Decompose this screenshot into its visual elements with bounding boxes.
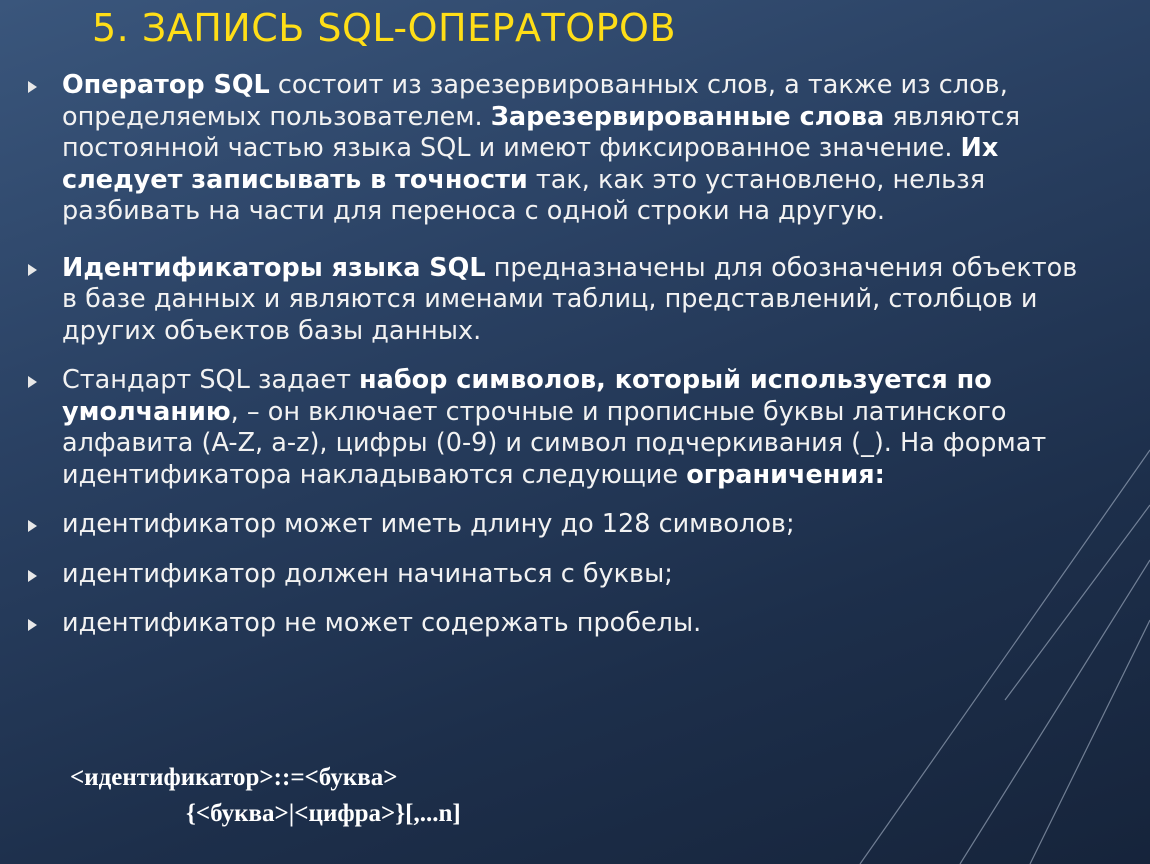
bullet-text: предназначены для обозначения объектов в базе данных и являются именами таблиц, представлений, столбцов и других объектов базы данных. <box>62 252 1078 346</box>
bullet-item <box>28 509 1088 541</box>
bullet-item <box>28 608 1088 640</box>
bullet-triangle-icon <box>28 81 37 93</box>
bullet-text: идентификатор должен начинаться с буквы; <box>62 558 673 589</box>
bold-term: Оператор SQL <box>62 70 270 100</box>
bullet-text: , – он включает строчные и прописные буквы латинского алфавита (A-Z, a-z), цифры (0-9) и символ подчеркивания (_). На формат идентификатора накладываются следующие <box>62 396 1047 490</box>
bnf-line-1: <идентификатор>::=<буква> <box>70 764 398 791</box>
bullet-text: Стандарт SQL задает <box>62 365 360 395</box>
bullet-text: так, как это установлено, нельзя разбивать на части для переноса с одной строки на другую. <box>62 164 986 226</box>
bullet-text: состоит из зарезервированных слов, а также из слов, определяемых пользователем. <box>62 70 1008 132</box>
bullet-text: идентификатор не может содержать пробелы. <box>62 608 702 638</box>
bullet-triangle-icon <box>28 264 37 276</box>
bold-term: Зарезервированные слова <box>490 101 885 132</box>
bullet-triangle-icon <box>28 376 37 388</box>
bold-term: ограничения: <box>686 459 885 490</box>
bullet-item <box>28 365 1088 491</box>
bullet-item <box>28 70 1088 228</box>
bullet-list <box>28 70 1088 640</box>
bullet-text: являются постоянной частью языка SQL и имеют фиксированное значение. <box>62 101 1021 163</box>
bullet-text: идентификатор может иметь длину до 128 символов; <box>62 509 795 539</box>
bullet-item <box>28 559 1088 591</box>
bnf-line-2: {<буква>|<цифра>}[,...n] <box>186 800 461 827</box>
bullet-triangle-icon <box>28 570 37 582</box>
bold-term: Идентификаторы языка SQL <box>62 252 486 283</box>
bnf-definition <box>70 760 461 832</box>
bullet-item <box>28 253 1088 348</box>
bold-term: Их следует записывать в точности <box>62 133 999 195</box>
slide-title: 5. ЗАПИСЬ SQL-ОПЕРАТОРОВ <box>92 6 677 50</box>
bold-term: набор символов, который используется по умолчанию <box>62 365 992 427</box>
bullet-triangle-icon <box>28 520 37 532</box>
bullet-triangle-icon <box>28 619 37 631</box>
